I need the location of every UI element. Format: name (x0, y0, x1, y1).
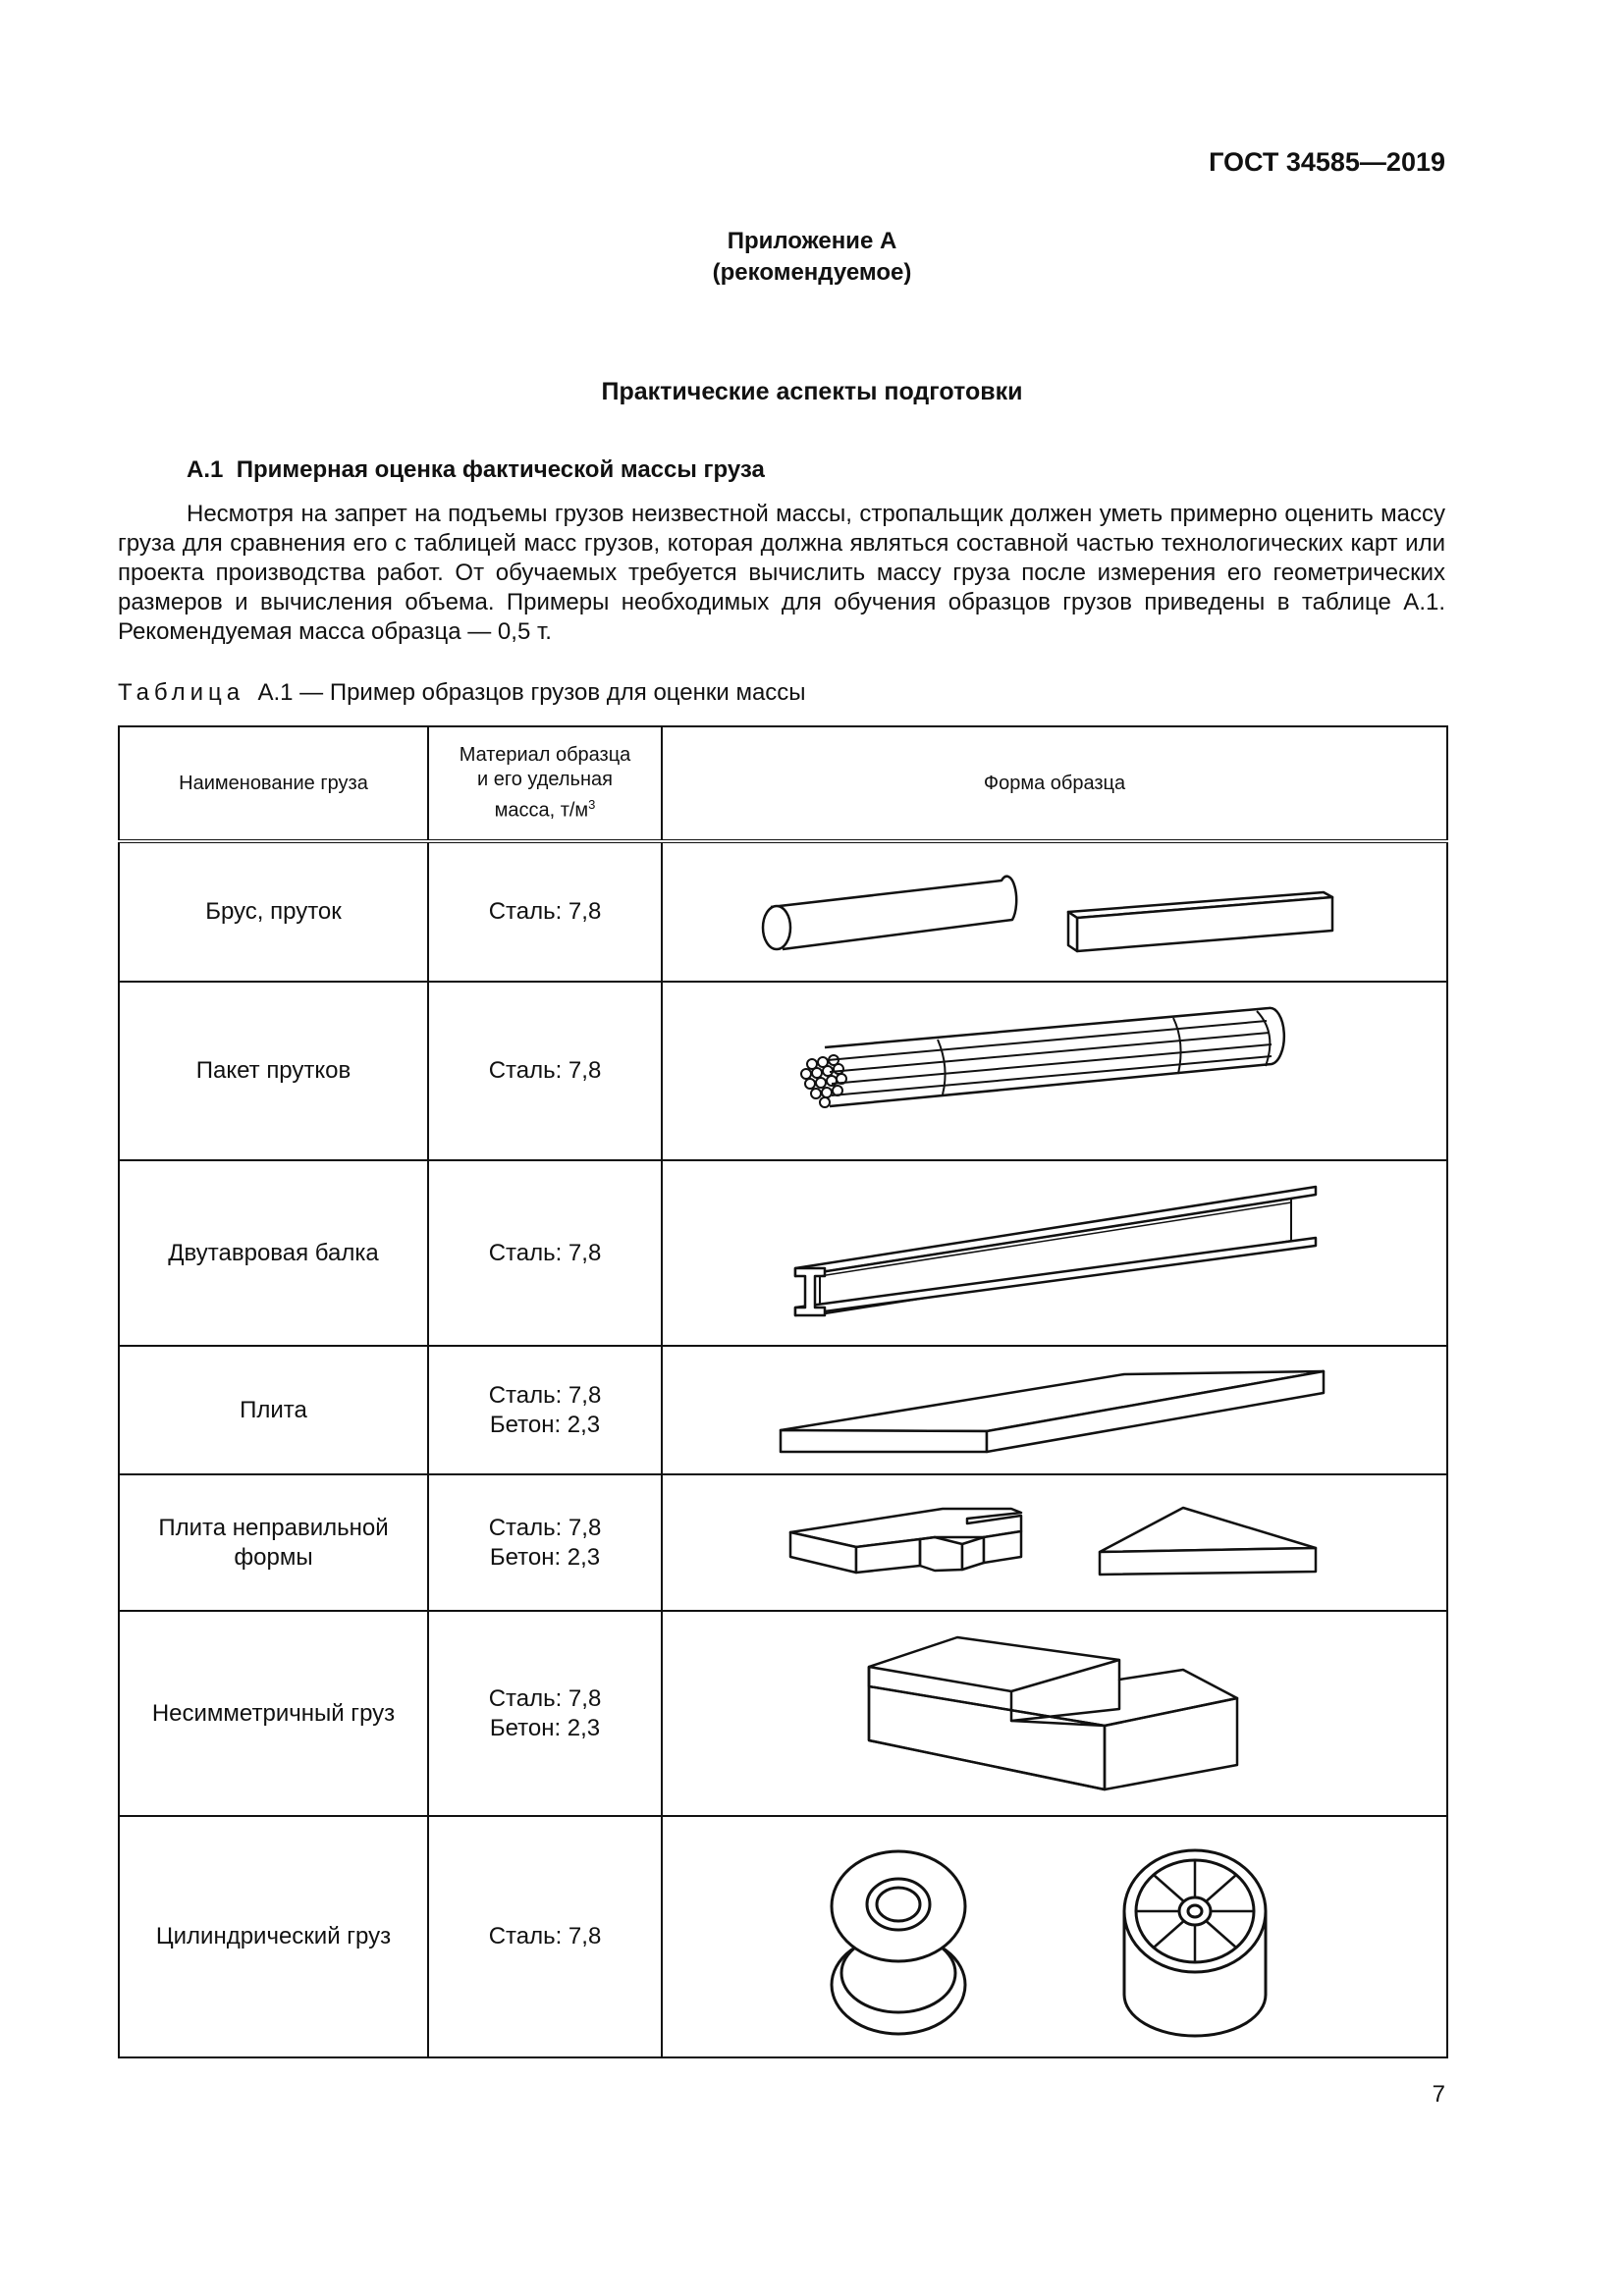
table-header-row (119, 726, 1447, 841)
irregular-slab-illustration (663, 1476, 1448, 1610)
material-cell (428, 1474, 662, 1611)
cargo-name: Брус, пруток (205, 898, 342, 925)
material-cell (428, 1160, 662, 1346)
material-value: Сталь: 7,8 (488, 898, 602, 925)
cargo-name-cell (119, 1160, 428, 1346)
material-value: Сталь: 7,8 (488, 1514, 602, 1541)
cargo-name: Плита неправильной (158, 1514, 389, 1541)
subsection-number: А.1 (187, 456, 224, 483)
cylindrical-cargo-illustration (663, 1818, 1448, 2056)
i-beam-illustration (663, 1162, 1448, 1344)
cargo-name-cell (119, 982, 428, 1160)
cargo-name-cell (119, 1346, 428, 1474)
cargo-name: Цилиндрический груз (155, 1923, 392, 1949)
material-cell (428, 1816, 662, 2057)
material-value: Бетон: 2,3 (489, 1411, 601, 1438)
table-row (119, 1611, 1447, 1816)
column-header-material (428, 726, 662, 841)
rod-bundle-illustration (663, 984, 1448, 1158)
shape-cell (662, 1611, 1447, 1816)
table-row (119, 982, 1447, 1160)
appendix-status: (рекомендуемое) (712, 259, 912, 286)
subsection-heading (187, 456, 765, 484)
shape-cell (662, 1346, 1447, 1474)
material-cell (428, 1611, 662, 1816)
table-row (119, 1816, 1447, 2057)
table-row (119, 1474, 1447, 1611)
material-cell (428, 841, 662, 982)
appendix-title: Приложение А (727, 228, 897, 254)
cargo-name-cell (119, 1611, 428, 1816)
shape-cell (662, 841, 1447, 982)
page-number: 7 (1432, 2081, 1445, 2108)
table-row (119, 841, 1447, 982)
cargo-name: Плита (240, 1396, 307, 1423)
shape-cell (662, 1474, 1447, 1611)
cargo-name: Двутавровая балка (168, 1239, 379, 1266)
cargo-name: Пакет прутков (195, 1057, 352, 1084)
shape-cell (662, 982, 1447, 1160)
material-value: Сталь: 7,8 (488, 1239, 602, 1266)
table-caption-label: Таблица (118, 679, 245, 706)
slab-illustration (663, 1348, 1448, 1473)
column-header-material-unit: масса, т/м (494, 799, 589, 822)
bar-and-rod-illustration (663, 843, 1448, 981)
column-header-material-line (429, 792, 661, 824)
table-row (119, 1346, 1447, 1474)
cargo-name-cell (119, 1816, 428, 2057)
material-value: Бетон: 2,3 (489, 1714, 601, 1741)
material-value: Сталь: 7,8 (488, 1381, 602, 1409)
material-cell (428, 1346, 662, 1474)
subsection-title: Примерная оценка фактической массы груза (236, 456, 765, 483)
column-header-material-line: Материал образца (459, 744, 631, 767)
body-paragraph: Несмотря на запрет на подъемы грузов неизвестной массы, стропальщик должен уметь примерно оценить массу груза для сравнения его с таблицей масс грузов, которая должна являться составной частью технологических карт или проекта производства работ. От обучаемых требуется вычислить массу груза после измерения его геометрических размеров и вычисления объема. Примеры необходимых для обучения образцов грузов приведены в таблице А.1. Рекомендуемая масса образца — 0,5 т. (118, 501, 1445, 645)
column-header-name: Наименование груза (119, 726, 428, 841)
section-title: Практические аспекты подготовки (601, 378, 1023, 405)
shape-cell (662, 1160, 1447, 1346)
cargo-name-cell (119, 841, 428, 982)
material-value: Сталь: 7,8 (488, 1684, 602, 1712)
asymmetric-cargo-illustration (663, 1613, 1448, 1814)
material-value: Сталь: 7,8 (488, 1057, 602, 1084)
cargo-name-cell (119, 1474, 428, 1611)
standard-number: ГОСТ 34585—2019 (1209, 147, 1445, 177)
table-row (119, 1160, 1447, 1346)
cargo-name: формы (234, 1543, 313, 1571)
column-header-material-line: и его удельная (477, 769, 613, 791)
material-value: Бетон: 2,3 (489, 1543, 601, 1571)
column-header-material-sup: 3 (588, 797, 596, 813)
cargo-name: Несимметричный груз (151, 1699, 396, 1727)
cargo-samples-table (118, 725, 1448, 2058)
table-caption (118, 679, 806, 707)
shape-cell (662, 1816, 1447, 2057)
table-caption-text: А.1 — Пример образцов грузов для оценки массы (257, 679, 806, 706)
column-header-shape: Форма образца (662, 726, 1447, 841)
material-cell (428, 982, 662, 1160)
material-value: Сталь: 7,8 (488, 1923, 602, 1949)
